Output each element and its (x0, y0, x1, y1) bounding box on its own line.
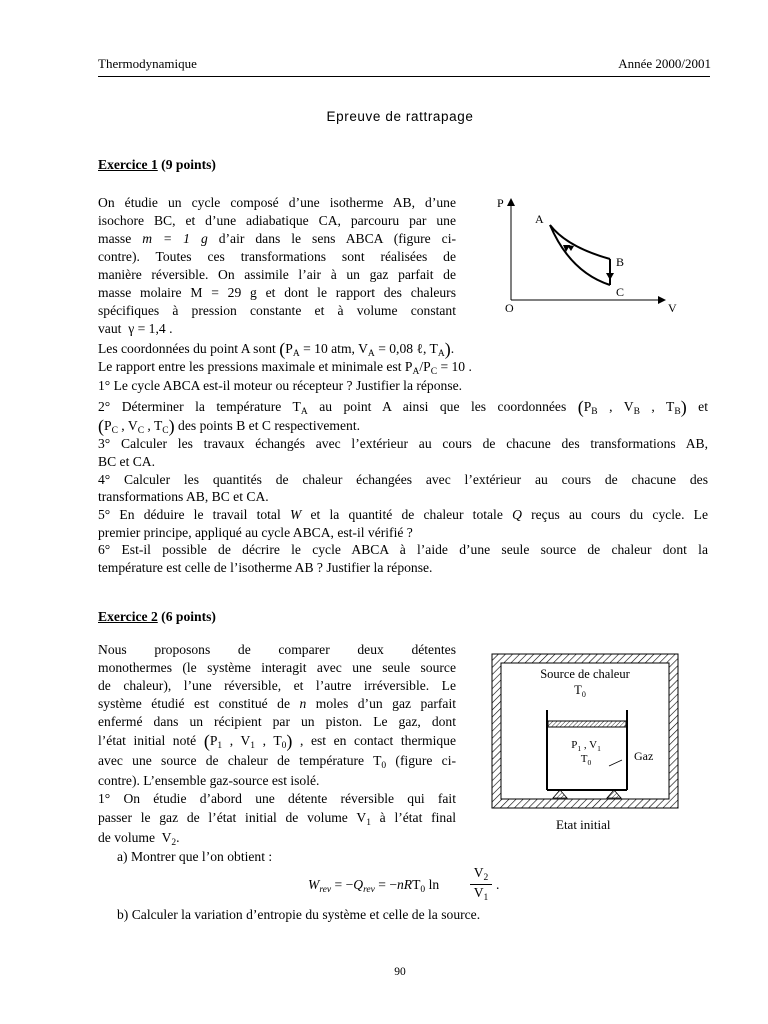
ex2-line-10: passer le gaz de l’état initial de volume $V_1$ à l’état final (98, 810, 457, 828)
header-rule (98, 76, 710, 77)
header-year: Année 2000/2001 (618, 56, 711, 71)
ex2-line-8: contre). L’ensemble gaz-source est isolé. (98, 773, 320, 788)
ex1-intro-line-5: manière réversible. On assimile l’air à un gaz parfait de (98, 267, 456, 282)
exercise-2-heading: Exercice 2 (6 points) (98, 609, 216, 624)
ex1-question-1: 1° Le cycle ABCA est-il moteur ou récepteur ? Justifier la réponse. (98, 378, 463, 393)
pv-diagram (492, 192, 692, 320)
figure-caption-initial-state: Etat initial (556, 817, 611, 832)
source-temperature-label: $T_0$ (574, 683, 586, 699)
ex2-line-7: avec une source de chaleur de température $T_0$ (figure ci- (98, 753, 456, 771)
ex1-question-6-cont: température est celle de l’isotherme AB ? Justifier la réponse. (98, 560, 433, 575)
ex1-question-5-cont: premier principe, appliqué au cycle ABCA, est-il vérifié ? (98, 525, 413, 540)
point-c-label: C (616, 285, 625, 299)
ex2-line-6: l’état initial noté ($P_1$ , $V_1$ , $T_0$) , est en contact thermique (98, 731, 456, 751)
ex1-question-4-cont: transformations AB, BC et CA. (98, 489, 269, 504)
ex2-line-4: système étudié est constitué de n moles d’un gaz parfait (98, 696, 456, 711)
ex2-line-2: monothermes (le système interagit avec une seule source (98, 660, 456, 675)
ex1-intro-line-3: masse m = 1 g d’air dans le sens ABCA (figure ci- (98, 231, 456, 246)
ex1-question-5: 5° En déduire le travail total W et la quantité de chaleur totale Q reçus au cours du cycle. Le (98, 507, 709, 522)
ex1-question-3: 3° Calculer les travaux échangés avec l’extérieur au cours de chacune des transformations AB, (98, 436, 708, 451)
ex1-question-3-cont: BC et CA. (98, 454, 156, 469)
ex2-line-9: 1° On étudie d’abord une détente réversible qui fait (98, 791, 456, 806)
ex2-question-b: b) Calculer la variation d’entropie du système et celle de la source. (117, 907, 481, 922)
gas-temperature-label: $T_0$ (580, 753, 592, 767)
ex1-intro-line-6: masse molaire M = 29 g et dont le rapport des chaleurs (98, 285, 457, 300)
piston-figure (488, 650, 684, 836)
ex1-question-2: 2° Déterminer la température $T_A$ au point A ainsi que les coordonnées ($P_B$ , $V_B$ , $T_B$) et (98, 397, 708, 417)
ex1-intro-line-2: isochore BC, et d’une adiabatique CA, parcouru par une (98, 213, 456, 228)
p-axis-label: P (497, 196, 504, 210)
arrow-bc (606, 273, 614, 280)
ex2-question-a: a) Montrer que l’on obtient : (117, 849, 273, 864)
v-axis-label: V (668, 301, 677, 315)
gas-state-label: $P_1$ , $V_1$ (571, 739, 601, 753)
ex1-intro-line-7: spécifiques à pression constante et à volume constant (98, 303, 456, 318)
exercise-1-heading: Exercice 1 (9 points) (98, 157, 216, 172)
header-course-title: Thermodynamique (98, 56, 197, 71)
ex2-line-5: enfermé dans un récipient par un piston. Le gaz, dont (98, 714, 456, 729)
ex1-question-4: 4° Calculer les quantités de chaleur échangées avec l’extérieur au cours de chacune des (98, 472, 708, 487)
ex1-intro-line-1: On étudie un cycle composé d’une isotherme AB, d’une (98, 195, 456, 210)
ex2-line-1: Nous proposons de comparer deux détentes (98, 642, 456, 657)
ex1-question-6: 6° Est-il possible de décrire le cycle ABCA à l’aide d’une seule source de chaleur dont la (98, 542, 708, 557)
ex1-intro-line-8: vaut γ = 1,4 . (98, 321, 173, 336)
ex1-intro-line-4: contre). Toutes ces transformations sont réalisées de (98, 249, 456, 264)
exam-title: Epreuve de rattrapage (326, 109, 474, 124)
heat-source-label: Source de chaleur (540, 667, 630, 681)
gaz-label: Gaz (634, 749, 654, 763)
point-a-label: A (535, 212, 544, 226)
point-b-label: B (616, 255, 625, 269)
page-number: 90 (394, 966, 406, 978)
ex1-pressure-ratio: Le rapport entre les pressions maximale et minimale est $P_A/P_C = 10$ . (98, 359, 472, 377)
ex1-question-2-cont: ($P_C$ , $V_C$ , $T_C$) des points B et C respectivement. (98, 416, 361, 436)
piston (548, 721, 626, 727)
ex2-line-11: de volume $V_2$. (98, 830, 180, 848)
ex1-coord-a: Les coordonnées du point A sont ($P_A = 10$ atm, $V_A = 0,08$ ℓ, $T_A$). (98, 339, 455, 359)
ex2-line-3: de chaleur), l’une réversible, et l’autre irréversible. Le (98, 678, 456, 693)
origin-label: O (505, 301, 514, 315)
